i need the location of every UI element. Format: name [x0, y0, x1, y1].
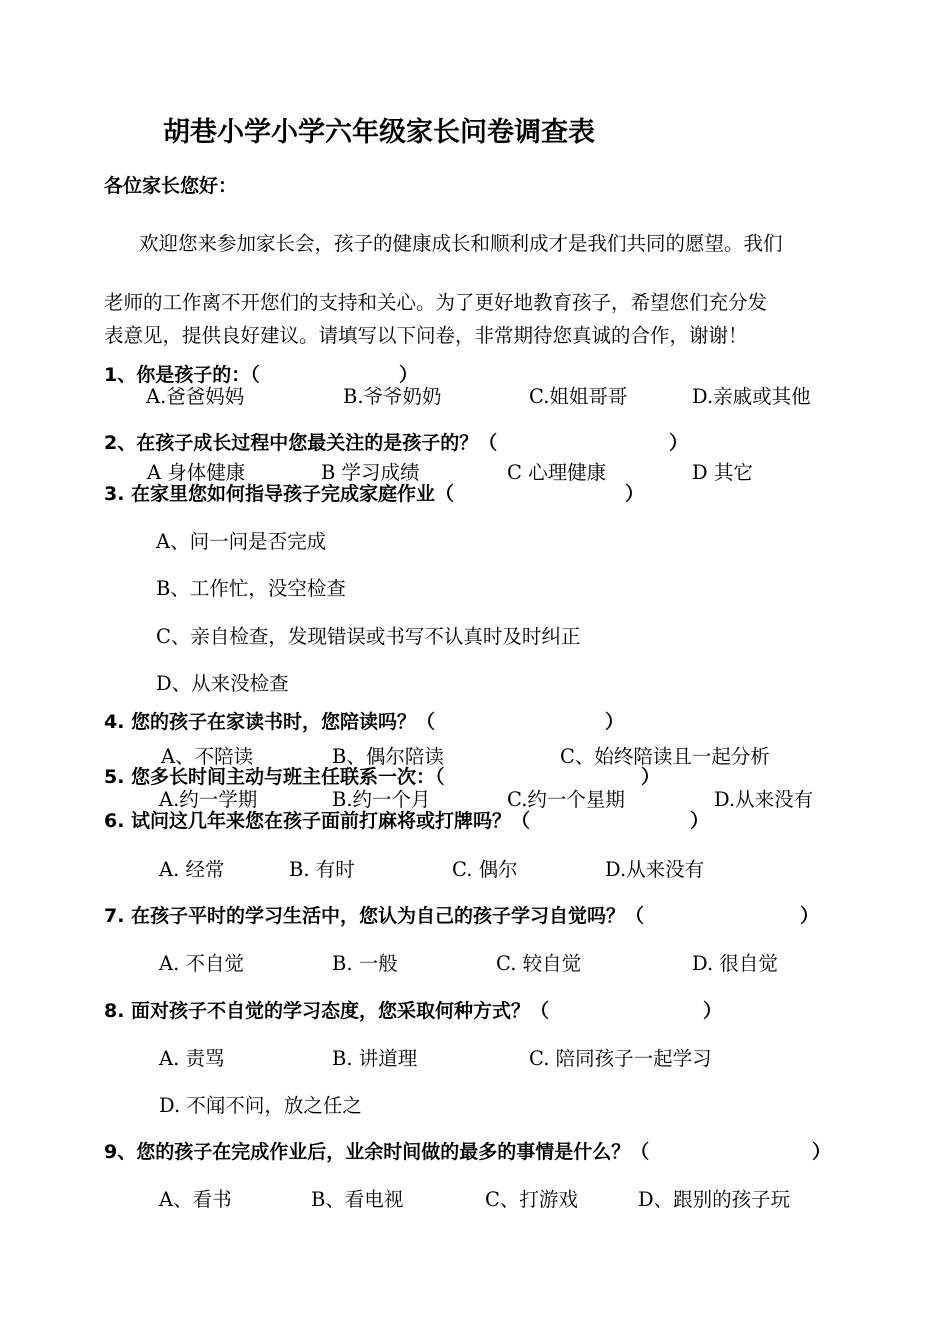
question-7-option-a[interactable]: A. 不自觉 [159, 952, 244, 975]
question-4-option-a[interactable]: A、不陪读 [161, 745, 254, 768]
question-3-option-b[interactable]: B、工作忙，没空检查 [156, 577, 346, 600]
question-5-option-d[interactable]: D.从来没有 [714, 788, 814, 811]
intro-line-3: 表意见，提供良好建议。请填写以下问卷，非常期待您真诚的合作，谢谢！ [104, 324, 748, 347]
question-5-option-b[interactable]: B.约一个月 [332, 788, 431, 811]
question-9-answer-close: ） [812, 1141, 832, 1163]
question-3-option-d[interactable]: D、从来没检查 [156, 672, 289, 695]
intro-line-1: 欢迎您来参加家长会，孩子的健康成长和顺利成才是我们共同的愿望。我们 [139, 232, 783, 255]
question-1-option-d[interactable]: D.亲戚或其他 [692, 385, 811, 408]
question-2-option-a[interactable]: A 身体健康 [147, 461, 246, 484]
question-6-label: 6. 试问这几年来您在孩子面前打麻将或打牌吗？（ [104, 810, 531, 832]
question-7-option-d[interactable]: D. 很自觉 [692, 952, 778, 975]
question-4-answer-close: ） [605, 711, 625, 733]
question-9-option-b[interactable]: B、看电视 [311, 1188, 404, 1211]
question-8-option-d[interactable]: D. 不闻不问，放之任之 [159, 1094, 362, 1117]
question-9-option-a[interactable]: A、看书 [159, 1188, 232, 1211]
question-1-option-a[interactable]: A.爸爸妈妈 [146, 385, 245, 408]
question-8-answer-close: ） [703, 1000, 723, 1022]
question-6-option-d[interactable]: D.从来没有 [605, 858, 705, 881]
question-8-option-a[interactable]: A. 责骂 [159, 1047, 225, 1070]
question-3-option-a[interactable]: A、问一问是否完成 [156, 530, 327, 553]
question-6-answer-close: ） [690, 810, 710, 832]
question-7-option-b[interactable]: B. 一般 [332, 952, 398, 975]
question-4-option-b[interactable]: B、偶尔陪读 [332, 745, 444, 768]
question-3-label: 3. 在家里您如何指导孩子完成家庭作业（ [104, 483, 455, 505]
question-7-option-c[interactable]: C. 较自觉 [496, 952, 582, 975]
question-4-label: 4. 您的孩子在家读书时，您陪读吗？（ [104, 711, 436, 733]
greeting: 各位家长您好： [104, 175, 238, 197]
question-8-option-b[interactable]: B. 讲道理 [332, 1047, 418, 1070]
question-2-option-b[interactable]: B 学习成绩 [321, 461, 420, 484]
question-3-answer-close: ） [625, 483, 645, 505]
intro-line-2: 老师的工作离不开您们的支持和关心。为了更好地教育孩子，希望您们充分发 [104, 291, 768, 314]
question-1-answer-close: ） [399, 364, 419, 386]
question-2-option-c[interactable]: C 心理健康 [507, 461, 607, 484]
question-5-option-a[interactable]: A.约一学期 [159, 788, 258, 811]
question-3-option-c[interactable]: C、亲自检查，发现错误或书写不认真时及时纠正 [156, 625, 581, 648]
question-6-option-b[interactable]: B. 有时 [289, 858, 355, 881]
question-2-answer-close: ） [669, 432, 689, 454]
question-1-label: 1、你是孩子的：（ [104, 364, 260, 386]
question-7-answer-close: ） [800, 905, 820, 927]
question-8-label: 8. 面对孩子不自觉的学习态度，您采取何种方式？（ [104, 1000, 550, 1022]
question-5-label: 5. 您多长时间主动与班主任联系一次：（ [104, 766, 445, 788]
question-9-option-d[interactable]: D、跟别的孩子玩 [638, 1188, 791, 1211]
question-8-option-c[interactable]: C. 陪同孩子一起学习 [529, 1047, 712, 1070]
question-7-label: 7. 在孩子平时的学习生活中，您认为自己的孩子学习自觉吗？（ [104, 905, 645, 927]
page-title: 胡巷小学小学六年级家长问卷调查表 [163, 117, 595, 148]
question-9-label: 9、您的孩子在完成作业后，业余时间做的最多的事情是什么？（ [104, 1141, 650, 1163]
question-4-option-c[interactable]: C、始终陪读且一起分析 [560, 745, 770, 768]
question-5-answer-close: ） [641, 766, 661, 788]
question-6-option-a[interactable]: A. 经常 [159, 858, 225, 881]
question-1-option-b[interactable]: B.爷爷奶奶 [343, 385, 442, 408]
question-2-option-d[interactable]: D 其它 [692, 461, 753, 484]
question-6-option-c[interactable]: C. 偶尔 [452, 858, 518, 881]
question-9-option-c[interactable]: C、打游戏 [485, 1188, 578, 1211]
question-2-label: 2、在孩子成长过程中您最关注的是孩子的？（ [104, 432, 498, 454]
question-5-option-c[interactable]: C.约一个星期 [507, 788, 625, 811]
question-1-option-c[interactable]: C.姐姐哥哥 [529, 385, 628, 408]
